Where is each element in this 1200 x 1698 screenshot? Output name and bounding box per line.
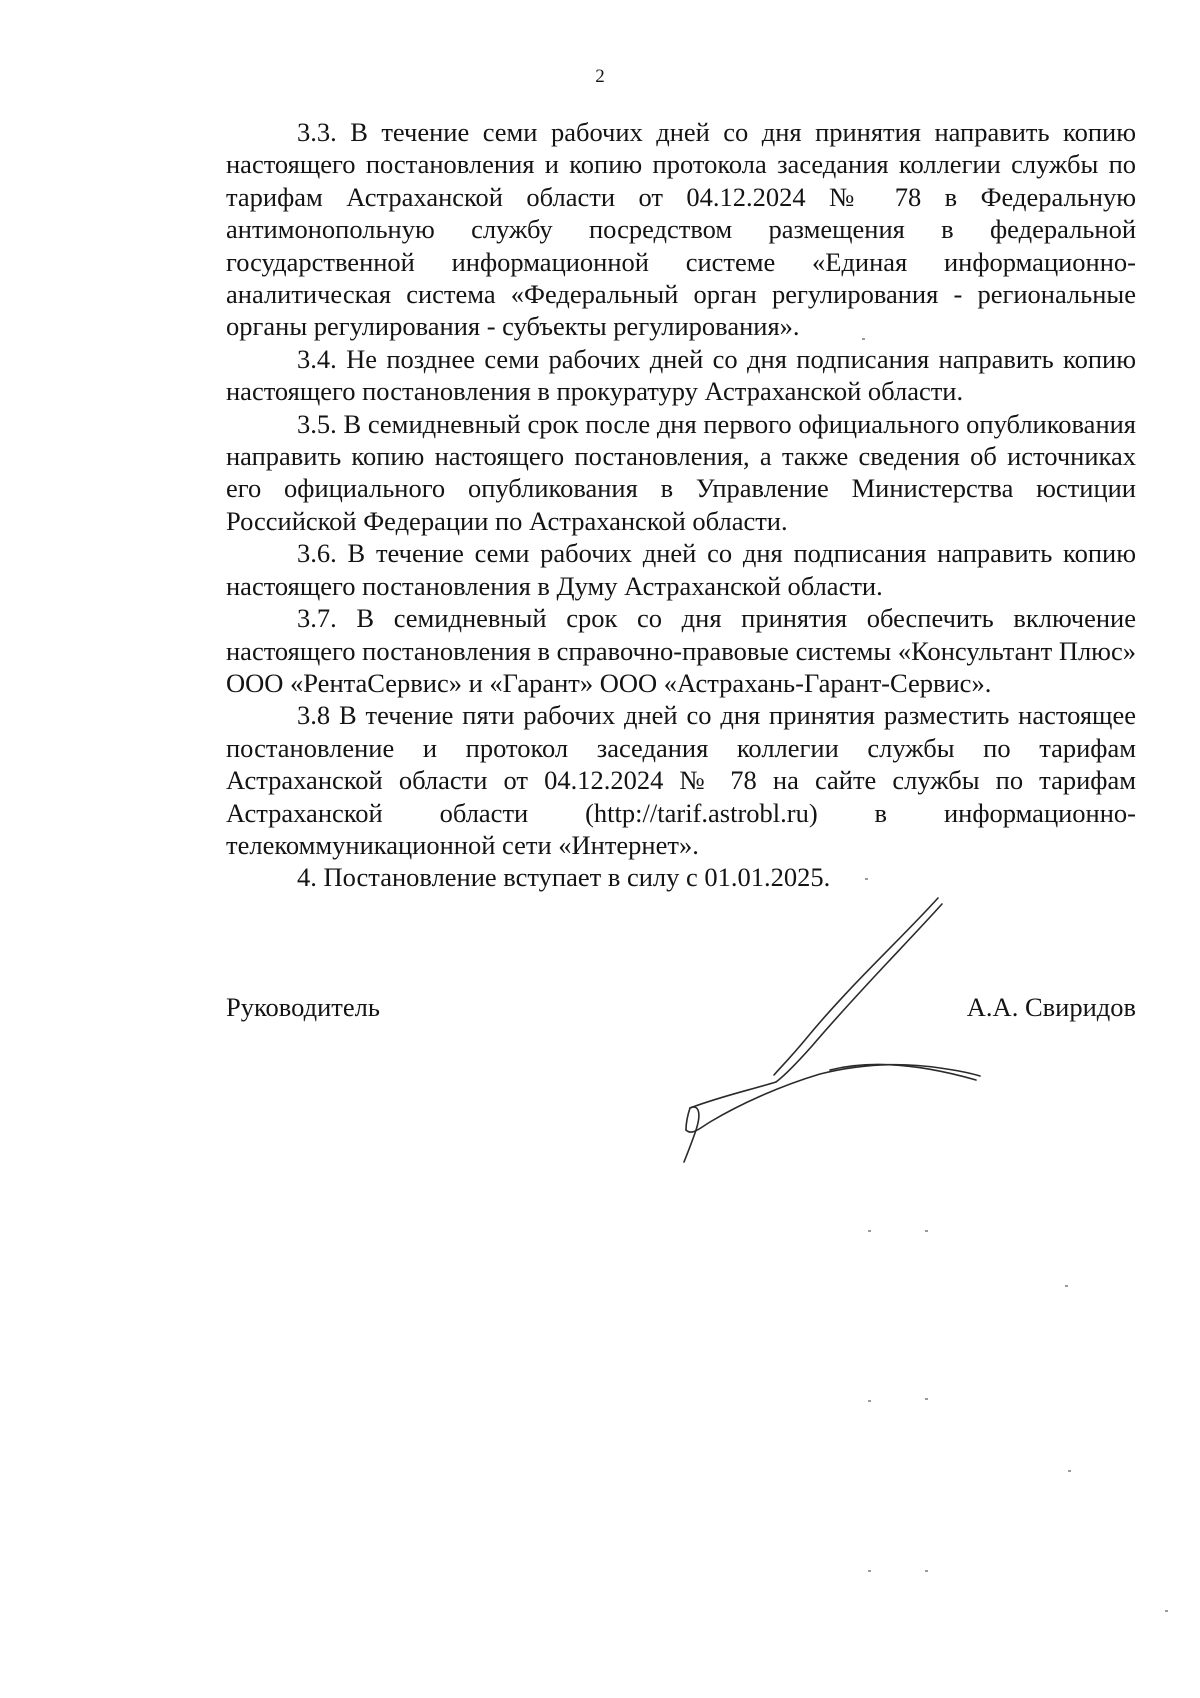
handwritten-signature — [680, 890, 1000, 1170]
scan-speck — [1165, 1610, 1168, 1612]
document-body — [226, 116, 1136, 894]
signatory-title: Руководитель — [226, 992, 380, 1022]
paragraph-3-7: 3.7. В семидневный срок со дня принятия обеспечить включение настоящего постановления в справочно-правовые системы «Консультант Плюс» ООО «РентаСервис» и «Гарант» ООО «Астрахань-Гарант-Сервис». — [226, 603, 1136, 698]
scan-speck — [925, 1230, 928, 1232]
paragraph-3-6: 3.6. В течение семи рабочих дней со дня подписания направить копию настоящего постановления в Думу Астраханской области. — [226, 538, 1136, 601]
paragraph-3-5: 3.5. В семидневный срок после дня первого официального опубликования направить копию настоящего постановления, а также сведения об источниках его официального опубликования в Управление Министерства юстиции Российской Федерации по Астраханской области. — [226, 408, 1136, 536]
scan-speck — [925, 1570, 928, 1572]
scan-speck — [1068, 1470, 1071, 1472]
paragraph-3-8: 3.8 В течение пяти рабочих дней со дня принятия разместить настоящее постановление и протокол заседания коллегии службы по тарифам Астраханской области от 04.12.2024 № 78 на сайте службы по тарифам Астраханской области (http://tarif.astrobl.ru) в информационно-телекоммуникационной сети «Интернет». — [226, 700, 1136, 860]
scan-speck — [862, 338, 865, 340]
page-number: 2 — [595, 66, 605, 87]
paragraph-3-4: 3.4. Не позднее семи рабочих дней со дня подписания направить копию настоящего постановления в прокуратуру Астраханской области. — [226, 343, 1136, 407]
paragraph-4: 4. Постановление вступает в силу с 01.01.2025. — [297, 862, 831, 893]
scan-speck — [925, 1398, 928, 1400]
scan-speck — [868, 1230, 871, 1232]
scan-speck — [868, 1400, 871, 1402]
scan-speck — [868, 1570, 871, 1572]
paragraph-3-3: 3.3. В течение семи рабочих дней со дня принятия направить копию настоящего постановления и копию протокола заседания коллегии службы по тарифам Астраханской области от 04.12.2024 № 78 в Федеральную антимонопольную службу посредством размещения в федеральной государственной информационной системе «Единая информационно-аналитическая система «Федеральный орган регулирования - региональные органы регулирования - субъекты регулирования». — [226, 117, 1136, 342]
signatory-name: А.А. Свиридов — [966, 992, 1136, 1022]
scan-speck — [1065, 1285, 1068, 1287]
scan-speck — [865, 878, 868, 880]
